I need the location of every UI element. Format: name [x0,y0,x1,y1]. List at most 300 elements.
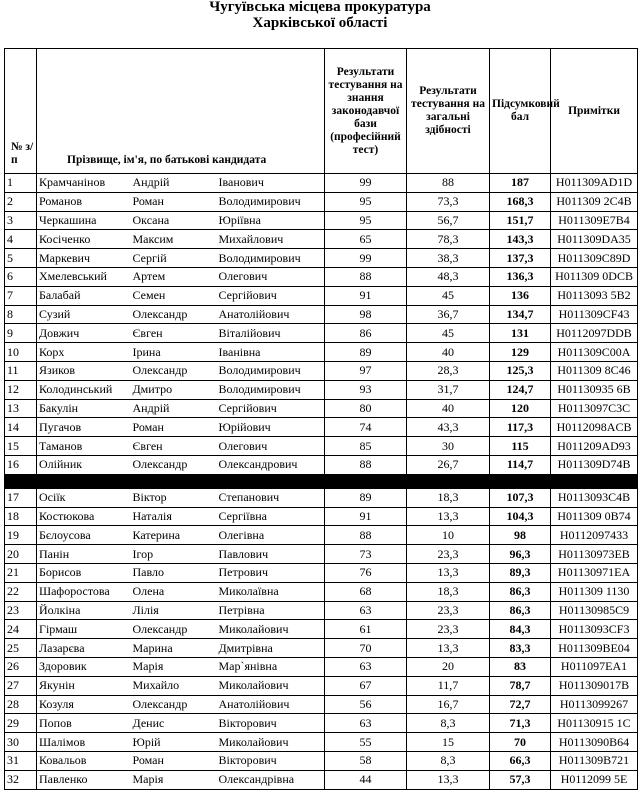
law-test-score: 89 [325,488,407,507]
title-line-1: Чугуївська місцева прокуратура [209,0,431,15]
surname-cell: Борисов [37,563,131,582]
table-row [5,249,638,268]
patronymic-cell: Миколайович [217,733,325,752]
table-row [5,399,638,418]
general-test-score: 26,7 [407,455,490,474]
surname-cell: Йолкіна [37,601,131,620]
row-number: 31 [5,751,37,770]
law-test-score: 99 [325,174,407,193]
row-number: 10 [5,343,37,362]
table-row [5,211,638,230]
note-cell: Н0112097433 [551,526,638,545]
note-cell: Н011309E7B4 [551,211,638,230]
total-score: 115 [490,437,551,456]
law-test-score: 85 [325,437,407,456]
total-score: 124,7 [490,380,551,399]
total-score: 151,7 [490,211,551,230]
general-test-score: 30 [407,437,490,456]
table-row [5,639,638,658]
table-row [5,488,638,507]
note-cell: Н0112099 5E [551,770,638,789]
table-row [5,455,638,474]
total-score: 83,3 [490,639,551,658]
given-name-cell: Віктор [131,488,217,507]
patronymic-cell: Миколайович [217,676,325,695]
total-score: 129 [490,343,551,362]
note-cell: Н011209AD93 [551,437,638,456]
general-test-score: 13,3 [407,770,490,789]
law-test-score: 61 [325,620,407,639]
row-number: 3 [5,211,37,230]
given-name-cell: Євген [131,324,217,343]
note-cell: Н011309C89D [551,249,638,268]
table-row [5,437,638,456]
total-score: 71,3 [490,714,551,733]
law-test-score: 86 [325,324,407,343]
table-row [5,526,638,545]
surname-cell: Язиков [37,361,131,380]
note-cell: Н011309 0DCB [551,267,638,286]
row-number: 13 [5,399,37,418]
surname-cell: Шафоростова [37,582,131,601]
law-test-score: 74 [325,418,407,437]
given-name-cell: Артем [131,267,217,286]
given-name-cell: Олександр [131,305,217,324]
law-test-score: 88 [325,526,407,545]
results-table [4,48,638,790]
patronymic-cell: Дмитрівна [217,639,325,658]
note-cell: Н011309 0B74 [551,507,638,526]
row-number: 5 [5,249,37,268]
surname-cell: Таманов [37,437,131,456]
table-row [5,770,638,789]
note-cell: Н01130915 1C [551,714,638,733]
patronymic-cell: Олегович [217,437,325,456]
note-cell: Н0113093C4B [551,488,638,507]
general-test-score: 8,3 [407,751,490,770]
general-test-score: 13,3 [407,639,490,658]
general-test-score: 48,3 [407,267,490,286]
surname-cell: Якунін [37,676,131,695]
note-cell: Н011309C00A [551,343,638,362]
law-test-score: 55 [325,733,407,752]
given-name-cell: Марина [131,639,217,658]
total-score: 89,3 [490,563,551,582]
row-number: 20 [5,545,37,564]
general-test-score: 78,3 [407,230,490,249]
given-name-cell: Олена [131,582,217,601]
surname-cell: Романов [37,192,131,211]
patronymic-cell: Іванович [217,174,325,193]
patronymic-cell: Сергіївна [217,507,325,526]
patronymic-cell: Петрівна [217,601,325,620]
note-cell: Н011309 2C4B [551,192,638,211]
header-total: Підсумковий бал [490,49,551,174]
surname-cell: Гірмаш [37,620,131,639]
total-score: 96,3 [490,545,551,564]
row-number: 19 [5,526,37,545]
law-test-score: 91 [325,507,407,526]
header-num: № з/п [5,49,37,174]
surname-cell: Козуля [37,695,131,714]
note-cell: Н0113097C3C [551,399,638,418]
patronymic-cell: Юріївна [217,211,325,230]
row-number: 28 [5,695,37,714]
given-name-cell: Олександр [131,695,217,714]
total-score: 66,3 [490,751,551,770]
table-row [5,563,638,582]
row-number: 27 [5,676,37,695]
law-test-score: 98 [325,305,407,324]
law-test-score: 65 [325,230,407,249]
law-test-score: 70 [325,639,407,658]
given-name-cell: Євген [131,437,217,456]
table-row [5,733,638,752]
note-cell: Н0112097DDB [551,324,638,343]
general-test-score: 36,7 [407,305,490,324]
general-test-score: 23,3 [407,620,490,639]
row-number: 14 [5,418,37,437]
row-number: 18 [5,507,37,526]
title-line-2: Харківської області [252,15,388,31]
table-body-top [5,174,638,475]
surname-cell: Черкашина [37,211,131,230]
surname-cell: Здоровик [37,657,131,676]
note-cell: Н011309D74B [551,455,638,474]
row-number: 6 [5,267,37,286]
note-cell: Н0113093CF3 [551,620,638,639]
law-test-score: 91 [325,286,407,305]
general-test-score: 45 [407,324,490,343]
law-test-score: 95 [325,211,407,230]
given-name-cell: Юрій [131,733,217,752]
separator-cell [5,474,638,488]
patronymic-cell: Степанович [217,488,325,507]
surname-cell: Колодинський [37,380,131,399]
total-score: 168,3 [490,192,551,211]
patronymic-cell: Олександрович [217,455,325,474]
total-score: 187 [490,174,551,193]
patronymic-cell: Петрович [217,563,325,582]
note-cell: Н011309AD1D [551,174,638,193]
general-test-score: 20 [407,657,490,676]
total-score: 57,3 [490,770,551,789]
header-notes: Примітки [551,49,638,174]
law-test-score: 89 [325,343,407,362]
row-number: 9 [5,324,37,343]
law-test-score: 97 [325,361,407,380]
given-name-cell: Роман [131,751,217,770]
given-name-cell: Катерина [131,526,217,545]
table-row [5,230,638,249]
table-row [5,601,638,620]
surname-cell: Маркевич [37,249,131,268]
given-name-cell: Павло [131,563,217,582]
table-header-row [5,49,638,174]
total-score: 104,3 [490,507,551,526]
note-cell: Н01130971EA [551,563,638,582]
note-cell: Н0113090B64 [551,733,638,752]
general-test-score: 15 [407,733,490,752]
general-test-score: 10 [407,526,490,545]
given-name-cell: Максим [131,230,217,249]
surname-cell: Балабай [37,286,131,305]
general-test-score: 16,7 [407,695,490,714]
row-number: 16 [5,455,37,474]
given-name-cell: Сергій [131,249,217,268]
patronymic-cell: Іванівна [217,343,325,362]
patronymic-cell: Вікторович [217,714,325,733]
surname-cell: Пугачов [37,418,131,437]
patronymic-cell: Олександрівна [217,770,325,789]
header-name: Прізвище, ім'я, по батькові кандидата [37,49,325,174]
note-cell: Н011309 8C46 [551,361,638,380]
patronymic-cell: Володимирович [217,380,325,399]
general-test-score: 43,3 [407,418,490,437]
total-score: 120 [490,399,551,418]
patronymic-cell: Віталійович [217,324,325,343]
note-cell: Н01130973EB [551,545,638,564]
given-name-cell: Олександр [131,455,217,474]
given-name-cell: Дмитро [131,380,217,399]
separator-row [5,474,638,488]
row-number: 29 [5,714,37,733]
patronymic-cell: Павлович [217,545,325,564]
table-row [5,751,638,770]
given-name-cell: Андрій [131,399,217,418]
note-cell: Н011309017B [551,676,638,695]
given-name-cell: Семен [131,286,217,305]
law-test-score: 95 [325,192,407,211]
patronymic-cell: Анатолійович [217,695,325,714]
row-number: 21 [5,563,37,582]
total-score: 136,3 [490,267,551,286]
given-name-cell: Олександр [131,361,217,380]
header-law-test: Результати тестування на знання законодавчої бази (професійний тест) [325,49,407,174]
table-row [5,267,638,286]
general-test-score: 56,7 [407,211,490,230]
row-number: 24 [5,620,37,639]
note-cell: Н011309CF43 [551,305,638,324]
row-number: 30 [5,733,37,752]
note-cell: Н011309 1130 [551,582,638,601]
note-cell: Н0112098ACB [551,418,638,437]
general-test-score: 23,3 [407,601,490,620]
table-row [5,305,638,324]
given-name-cell: Ірина [131,343,217,362]
general-test-score: 8,3 [407,714,490,733]
law-test-score: 68 [325,582,407,601]
separator-bar [5,474,638,488]
row-number: 12 [5,380,37,399]
table-row [5,324,638,343]
surname-cell: Лазарєва [37,639,131,658]
row-number: 8 [5,305,37,324]
table-row [5,507,638,526]
row-number: 11 [5,361,37,380]
general-test-score: 13,3 [407,507,490,526]
note-cell: Н011309BE04 [551,639,638,658]
law-test-score: 58 [325,751,407,770]
law-test-score: 44 [325,770,407,789]
law-test-score: 80 [325,399,407,418]
given-name-cell: Ігор [131,545,217,564]
patronymic-cell: Володимирович [217,192,325,211]
patronymic-cell: Олегівна [217,526,325,545]
note-cell: Н011309DA35 [551,230,638,249]
law-test-score: 67 [325,676,407,695]
general-test-score: 40 [407,343,490,362]
total-score: 143,3 [490,230,551,249]
note-cell: Н01130985C9 [551,601,638,620]
total-score: 134,7 [490,305,551,324]
patronymic-cell: Володимирович [217,249,325,268]
patronymic-cell: Миколайович [217,620,325,639]
surname-cell: Костюкова [37,507,131,526]
note-cell: Н01130935 6B [551,380,638,399]
patronymic-cell: Володимирович [217,361,325,380]
total-score: 114,7 [490,455,551,474]
given-name-cell: Денис [131,714,217,733]
patronymic-cell: Мар`янівна [217,657,325,676]
surname-cell: Ковальов [37,751,131,770]
total-score: 72,7 [490,695,551,714]
general-test-score: 73,3 [407,192,490,211]
surname-cell: Довжич [37,324,131,343]
patronymic-cell: Сергійович [217,399,325,418]
table-row [5,361,638,380]
total-score: 78,7 [490,676,551,695]
surname-cell: Сузий [37,305,131,324]
table-row [5,343,638,362]
row-number: 4 [5,230,37,249]
law-test-score: 63 [325,601,407,620]
general-test-score: 31,7 [407,380,490,399]
general-test-score: 88 [407,174,490,193]
surname-cell: Хмелевський [37,267,131,286]
law-test-score: 88 [325,267,407,286]
general-test-score: 23,3 [407,545,490,564]
table-row [5,545,638,564]
total-score: 84,3 [490,620,551,639]
law-test-score: 76 [325,563,407,582]
general-test-score: 38,3 [407,249,490,268]
given-name-cell: Роман [131,418,217,437]
given-name-cell: Михайло [131,676,217,695]
total-score: 98 [490,526,551,545]
row-number: 15 [5,437,37,456]
total-score: 117,3 [490,418,551,437]
row-number: 22 [5,582,37,601]
surname-cell: Бєлоусова [37,526,131,545]
table-row [5,418,638,437]
surname-cell: Павленко [37,770,131,789]
table-row [5,676,638,695]
surname-cell: Панін [37,545,131,564]
law-test-score: 99 [325,249,407,268]
law-test-score: 93 [325,380,407,399]
law-test-score: 88 [325,455,407,474]
table-row [5,695,638,714]
note-cell: Н0113099267 [551,695,638,714]
row-number: 26 [5,657,37,676]
row-number: 25 [5,639,37,658]
general-test-score: 45 [407,286,490,305]
total-score: 83 [490,657,551,676]
law-test-score: 63 [325,714,407,733]
total-score: 107,3 [490,488,551,507]
given-name-cell: Марія [131,770,217,789]
surname-cell: Шалімов [37,733,131,752]
general-test-score: 28,3 [407,361,490,380]
table-row [5,174,638,193]
table-row [5,380,638,399]
patronymic-cell: Миколаївна [217,582,325,601]
surname-cell: Крамчанінов [37,174,131,193]
patronymic-cell: Вікторович [217,751,325,770]
surname-cell: Корх [37,343,131,362]
given-name-cell: Роман [131,192,217,211]
total-score: 137,3 [490,249,551,268]
table-row [5,657,638,676]
given-name-cell: Андрій [131,174,217,193]
table-row [5,582,638,601]
table-row [5,620,638,639]
given-name-cell: Лілія [131,601,217,620]
row-number: 2 [5,192,37,211]
total-score: 70 [490,733,551,752]
general-test-score: 18,3 [407,582,490,601]
table-body-bottom [5,488,638,789]
note-cell: Н011309B721 [551,751,638,770]
surname-cell: Олійник [37,455,131,474]
surname-cell: Осiїк [37,488,131,507]
general-test-score: 13,3 [407,563,490,582]
table-row [5,286,638,305]
general-test-score: 11,7 [407,676,490,695]
total-score: 136 [490,286,551,305]
total-score: 125,3 [490,361,551,380]
general-test-score: 18,3 [407,488,490,507]
row-number: 32 [5,770,37,789]
table-row [5,714,638,733]
table-row [5,192,638,211]
patronymic-cell: Сергійович [217,286,325,305]
note-cell: Н011097EA1 [551,657,638,676]
patronymic-cell: Михайлович [217,230,325,249]
patronymic-cell: Анатолійович [217,305,325,324]
row-number: 17 [5,488,37,507]
row-number: 23 [5,601,37,620]
note-cell: Н0113093 5B2 [551,286,638,305]
law-test-score: 63 [325,657,407,676]
given-name-cell: Олександр [131,620,217,639]
row-number: 1 [5,174,37,193]
row-number: 7 [5,286,37,305]
law-test-score: 56 [325,695,407,714]
patronymic-cell: Юрійович [217,418,325,437]
general-test-score: 40 [407,399,490,418]
given-name-cell: Марія [131,657,217,676]
law-test-score: 73 [325,545,407,564]
surname-cell: Косіченко [37,230,131,249]
total-score: 131 [490,324,551,343]
given-name-cell: Наталія [131,507,217,526]
total-score: 86,3 [490,582,551,601]
surname-cell: Бакулін [37,399,131,418]
total-score: 86,3 [490,601,551,620]
patronymic-cell: Олегович [217,267,325,286]
